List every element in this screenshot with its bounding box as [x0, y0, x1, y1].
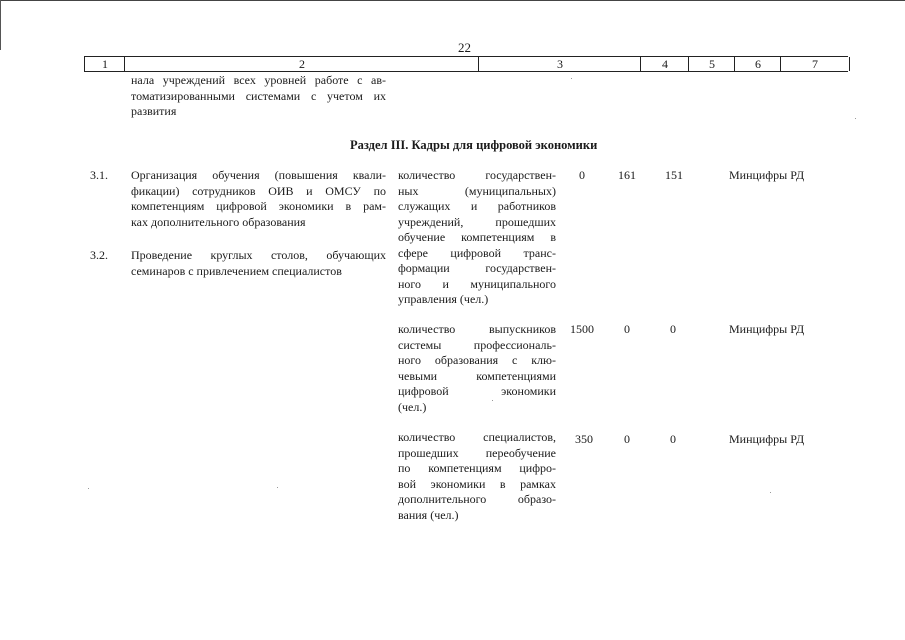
header-col-6: 6: [734, 57, 781, 71]
scan-left-edge: [0, 0, 1, 50]
value-col-4: 1500: [570, 322, 594, 336]
value-col-4: 0: [579, 168, 585, 182]
header-col-2: 2: [124, 57, 479, 71]
indicator-line: чевыми компетенциями: [398, 368, 556, 383]
responsible-org: Минцифры РД: [729, 432, 805, 446]
value-col-4: 350: [575, 432, 593, 446]
value-col-5: 0: [624, 322, 630, 336]
section-title: Раздел III. Кадры для цифровой экономики: [350, 138, 598, 152]
continuation-line: томатизированными системами с учетом их: [131, 88, 386, 103]
indicator-line: (чел.): [398, 399, 427, 414]
indicator-line: дополнительного образо-: [398, 492, 556, 506]
indicator-text: [398, 168, 556, 308]
indicator-line: ных (муниципальных): [398, 183, 556, 198]
row-number: 3.1.: [90, 168, 108, 182]
indicator-line: управления (чел.): [398, 292, 489, 306]
value-col-6: 0: [670, 432, 676, 446]
value-col-5: 0: [624, 432, 630, 446]
indicator-line: количество специалистов,: [398, 430, 556, 444]
indicator-line: учреждений, прошедших: [398, 214, 556, 229]
task-line: Организация обучения (повышения квали-: [131, 168, 386, 182]
header-col-1: 1: [84, 57, 125, 71]
indicator-line: по компетенциям цифро-: [398, 461, 556, 475]
scan-speck: [277, 487, 278, 488]
indicator-line: служащих и работников: [398, 199, 556, 213]
indicator-line: формации государствен-: [398, 261, 556, 275]
task-line: семинаров с привлечением специалистов: [131, 263, 342, 278]
row-task: [131, 248, 386, 279]
table-header-row: [84, 56, 848, 72]
indicator-line: количество выпускников: [398, 322, 556, 336]
value-col-5: 161: [618, 168, 636, 182]
task-line: Проведение круглых столов, обучающих: [131, 248, 386, 262]
indicator-line: сфере цифровой транс-: [398, 245, 556, 260]
scan-top-edge: [0, 0, 905, 1]
header-col-4: 4: [640, 57, 689, 71]
scan-speck: [492, 400, 493, 401]
header-col-5: 5: [688, 57, 735, 71]
row-task: [131, 168, 386, 230]
value-col-6: 0: [670, 322, 676, 336]
scan-speck: [770, 492, 771, 493]
indicator-line: вания (чел.): [398, 507, 459, 522]
header-col-7: 7: [780, 57, 850, 71]
responsible-org: Минцифры РД: [729, 168, 805, 182]
value-col-6: 151: [665, 168, 683, 182]
task-line: ках дополнительного образования: [131, 214, 306, 229]
scan-speck: [571, 78, 572, 79]
scan-speck: [855, 118, 856, 119]
responsible-org: Минцифры РД: [729, 322, 805, 336]
row-number: 3.2.: [90, 248, 108, 262]
task-line: компетенциям цифровой экономики в рам-: [131, 199, 386, 213]
indicator-text: [398, 322, 556, 415]
continuation-line: развития: [131, 104, 177, 118]
task-line: фикации) сотрудников ОИВ и ОМСУ по: [131, 183, 386, 198]
continuation-text: [131, 73, 386, 120]
indicator-line: прошедших переобучение: [398, 445, 556, 460]
indicator-line: системы профессиональ-: [398, 337, 556, 352]
indicator-line: вой экономики в рамках: [398, 476, 556, 491]
indicator-line: количество государствен-: [398, 168, 556, 182]
header-col-3: 3: [478, 57, 641, 71]
scan-speck: [88, 488, 89, 489]
indicator-line: обучение компетенциям в: [398, 230, 556, 244]
indicator-text: [398, 430, 556, 523]
indicator-line: ного и муниципального: [398, 276, 556, 291]
indicator-line: ного образования с клю-: [398, 353, 556, 367]
continuation-line: нала учреждений всех уровней работе с ав-: [131, 73, 386, 87]
indicator-line: цифровой экономики: [398, 384, 556, 398]
page-number: 22: [458, 40, 471, 55]
